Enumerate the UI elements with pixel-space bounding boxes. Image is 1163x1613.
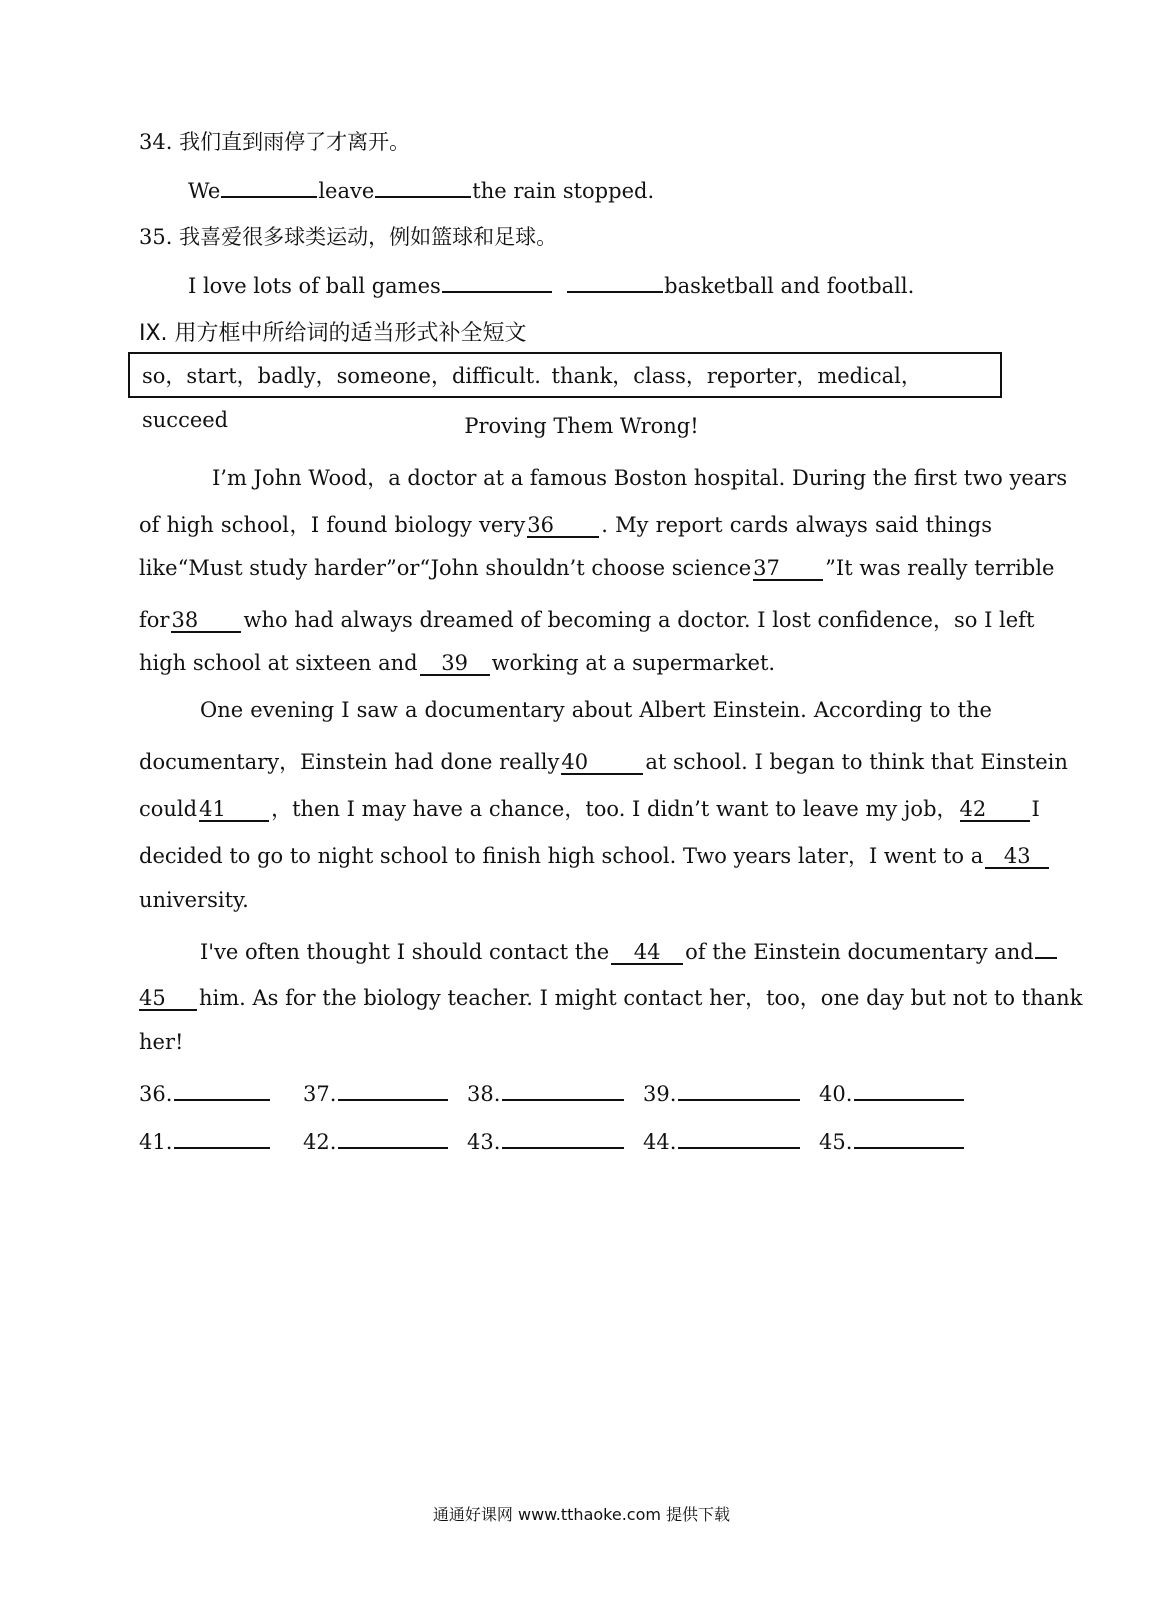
answer-blank[interactable] [854,1077,964,1101]
passage-text: decided to go to night school to finish high school. Two years later，I went to a [139,844,984,868]
passage-line [139,793,1040,823]
answer-41 [139,1125,271,1154]
passage-text: I’m John Wood，a doctor at a famous Boston hospital. During the first two years [212,466,1068,490]
answer-label: 36. [139,1082,173,1107]
passage-line [200,698,992,722]
answer-blank[interactable] [338,1077,448,1101]
answer-38 [467,1077,625,1106]
passage-text: of high school，I found biology very [139,513,526,537]
answer-blank[interactable] [502,1125,624,1149]
question-35-prompt [139,221,557,251]
sentence-text: basketball and football. [664,274,915,299]
passage-text: high school at sixteen and [139,651,418,675]
answer-36 [139,1077,271,1106]
blank-45-start[interactable] [1035,935,1057,959]
passage-line [139,556,1055,581]
answer-blank[interactable] [174,1077,270,1101]
answer-label: 37. [303,1082,337,1107]
answer-blank[interactable] [678,1077,800,1101]
passage-text: at school. I began to think that Einstein [645,750,1068,774]
passage-text: ”It was really terrible [825,556,1055,580]
passage-line [139,840,1051,870]
question-35-sentence [188,269,914,298]
passage-text: university. [139,888,249,912]
passage-text: working at a supermarket. [491,651,776,675]
answer-blank[interactable] [375,174,471,198]
answer-label: 45. [819,1130,853,1155]
passage-line [200,935,1058,965]
passage-title: Proving Them Wrong! [464,414,699,438]
answer-blank[interactable] [567,269,663,293]
passage-text: One evening I saw a documentary about Albert Einstein. According to the [200,698,992,722]
answer-label: 40. [819,1082,853,1107]
answer-45 [819,1125,965,1154]
passage-text: like“Must study harder”or“John shouldn’t choose science [139,556,752,580]
answer-label: 38. [467,1082,501,1107]
blank-41[interactable]: 41 [199,798,269,822]
passage-text: her! [139,1030,184,1054]
answer-label: 44. [643,1130,677,1155]
page-footer: 通通好课网 www.tthaoke.com 提供下载 [432,1505,731,1524]
passage-text: I've often thought I should contact the [200,940,610,965]
question-number: 35. [139,225,173,249]
passage-line [139,604,1035,634]
passage-text: could [139,797,198,821]
answer-label: 41. [139,1130,173,1155]
sentence-text: We [188,179,221,204]
question-34-sentence [188,174,654,203]
passage-text: of the Einstein documentary and [685,940,1034,965]
blank-45[interactable]: 45 [139,987,197,1011]
passage-text: him. As for the biology teacher. I might contact her，too，one day but not to thank [199,986,1083,1010]
passage-text: who had always dreamed of becoming a doctor. I lost confidence，so I left [243,608,1035,632]
blank-39[interactable]: 39 [420,652,490,676]
blank-43[interactable]: 43 [985,845,1049,869]
answer-blank[interactable] [174,1125,270,1149]
answer-40 [819,1077,965,1106]
answer-label: 39. [643,1082,677,1107]
sentence-text: I love lots of ball games [188,274,441,299]
answer-37 [303,1077,449,1106]
question-number: 34. [139,130,173,154]
answer-blank[interactable] [854,1125,964,1149]
passage-line [139,509,992,539]
blank-44[interactable]: 44 [611,941,683,965]
passage-text: for [139,608,170,632]
passage-line [212,462,1068,492]
answer-blank[interactable] [221,174,317,198]
answer-blank[interactable] [442,269,552,293]
passage-text: ，then I may have a chance，too. I didn’t want to leave my job， [271,797,958,821]
answer-label: 42. [303,1130,337,1155]
passage-text: documentary，Einstein had done really [139,750,560,774]
passage-line [139,651,775,676]
blank-40[interactable]: 40 [561,751,643,775]
question-chinese-text: 我喜爱很多球类运动，例如篮球和足球。 [179,225,558,249]
passage-line [139,746,1068,776]
question-chinese-text: 我们直到雨停了才离开。 [179,130,411,154]
blank-37[interactable]: 37 [753,557,823,581]
answer-44 [643,1125,801,1154]
answer-39 [643,1077,801,1106]
passage-line [139,1030,183,1054]
answer-blank[interactable] [678,1125,800,1149]
blank-42[interactable]: 42 [960,798,1030,822]
section-title: IX. 用方框中所给词的适当形式补全短文 [139,321,527,346]
answer-42 [303,1125,449,1154]
passage-text: I [1031,797,1040,821]
sentence-text: the rain stopped. [472,179,655,204]
answer-label: 43. [467,1130,501,1155]
answer-43 [467,1125,625,1154]
question-34-prompt [139,126,410,156]
sentence-text: leave [318,179,375,204]
passage-line [139,982,1082,1012]
answer-blank[interactable] [338,1125,448,1149]
blank-38[interactable]: 38 [171,609,241,633]
passage-text: . My report cards always said things [601,513,992,537]
answer-blank[interactable] [502,1077,624,1101]
passage-line [139,888,249,912]
word-box-text: so，start，badly，someone，difficult. thank，class，reporter，medical，succeed [142,364,922,432]
blank-36[interactable]: 36 [527,514,599,538]
